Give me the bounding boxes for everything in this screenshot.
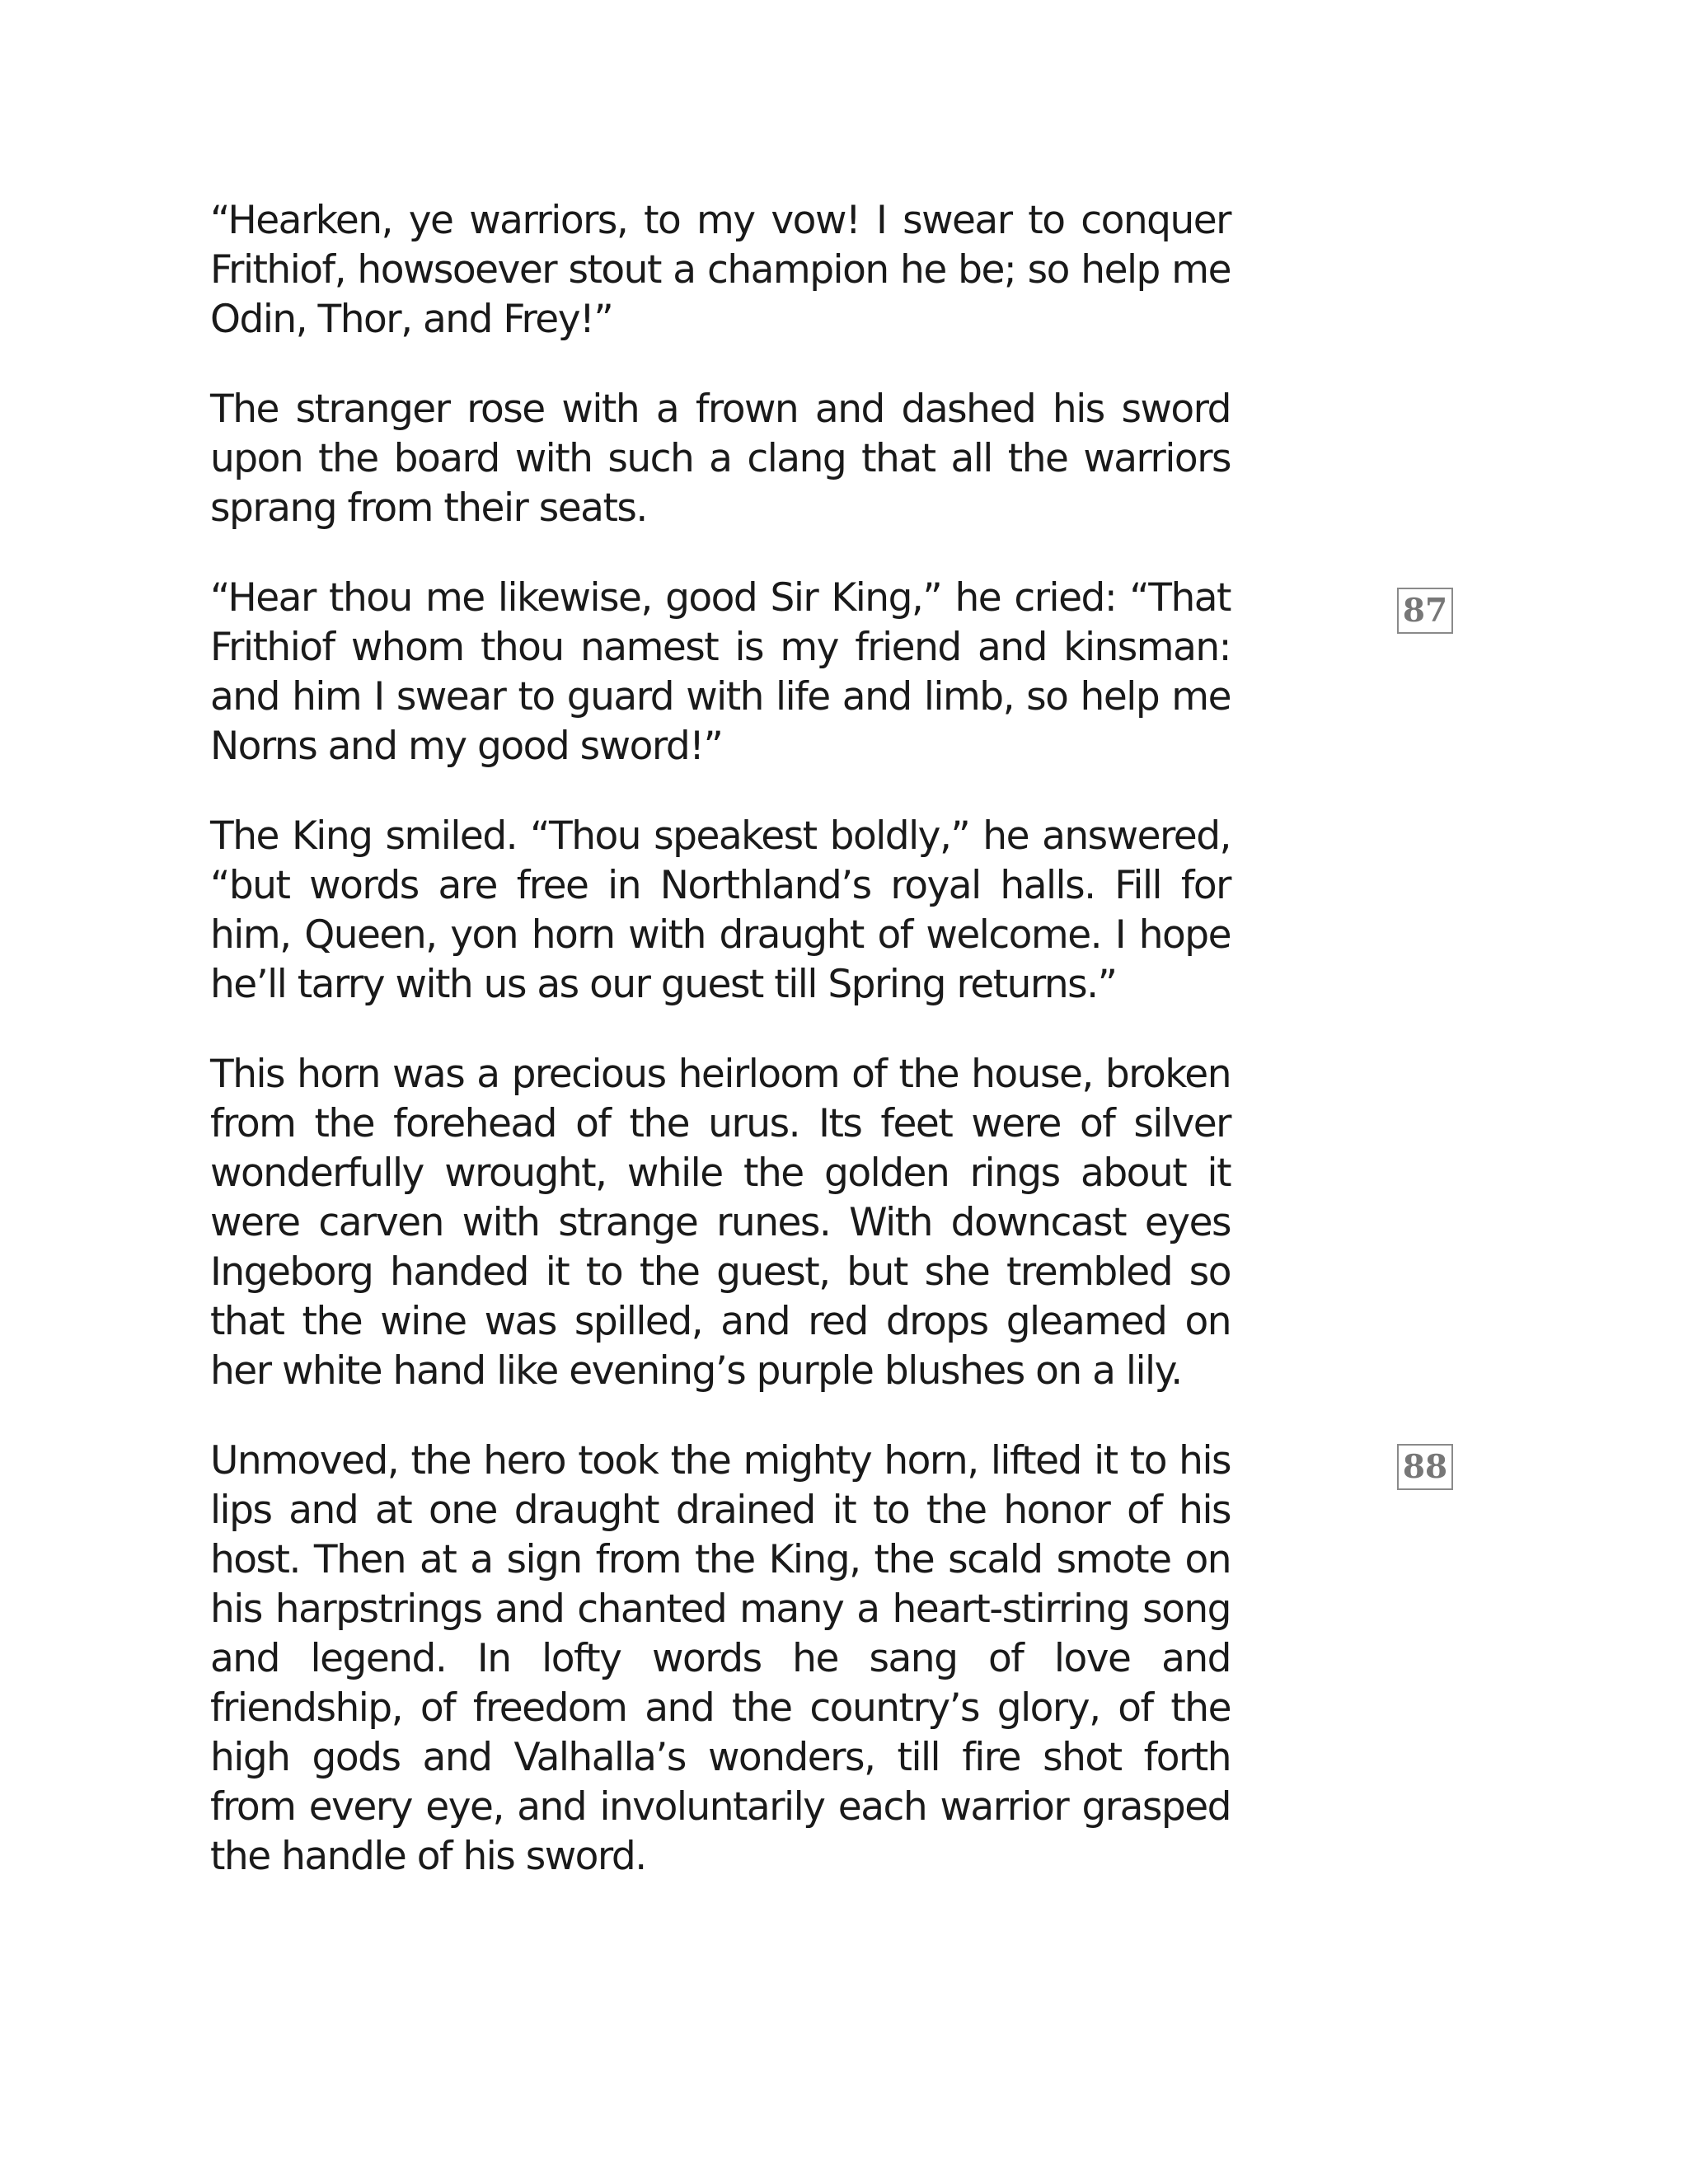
page-number-marker: 88: [1397, 1444, 1453, 1490]
paragraph: Unmoved, the hero took the mighty horn, lifted it to his lips and at one draught drained it to the honor of his host. Then at a sign from the King, the scald smote on his harpstrings and chanted many a heart-stirring song and legend. In lofty words he sang of love and friendship, of freedom and the country’s glory, of the high gods and Valhalla’s wonders, till fire shot forth from every eye, and involuntarily each warrior grasped the handle of his sword.: [210, 1438, 1231, 1879]
paragraph: The King smiled. “Thou speakest boldly,” he answered, “but words are free in Northland’s royal halls. Fill for him, Queen, yon horn with draught of welcome. I hope he’ll tarry with us as our guest till Spring returns.”: [210, 813, 1231, 1007]
paragraph: The stranger rose with a frown and dashed his sword upon the board with such a clang that all the warriors sprang from their seats.: [210, 387, 1231, 531]
paragraph: “Hear thou me likewise, good Sir King,” he cried: “That Frithiof whom thou namest is my friend and kinsman: and him I swear to guard with life and limb, so help me Norns and my good sword!”: [210, 575, 1231, 769]
page-body: [210, 196, 1231, 1922]
paragraph: “Hearken, ye warriors, to my vow! I swear to conquer Frithiof, howsoever stout a champion he be; so help me Odin, Thor, and Frey!”: [210, 198, 1231, 342]
paragraph: This horn was a precious heirloom of the house, broken from the forehead of the urus. Its feet were of silver wonderfully wrought, while the golden rings about it were carven with strange runes. With downcast eyes Ingeborg handed it to the guest, but she trembled so that the wine was spilled, and red drops gleamed on her white hand like evening’s purple blushes on a lily.: [210, 1052, 1231, 1394]
page-number-marker: 87: [1397, 588, 1453, 634]
